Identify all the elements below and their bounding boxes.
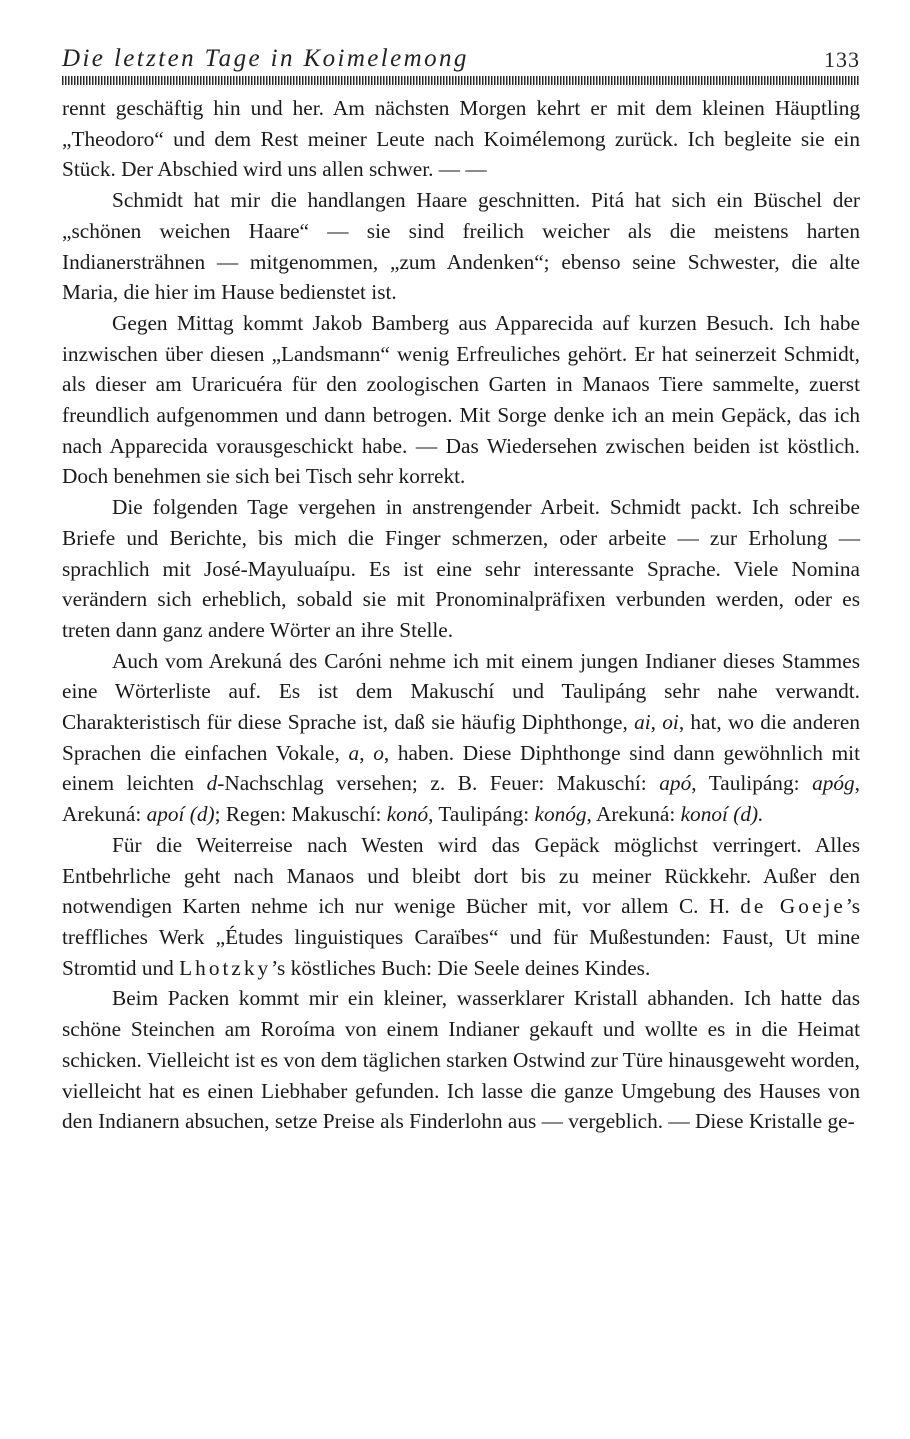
text-run: , Taulipáng: xyxy=(691,771,813,796)
text-run: , Arekuná: xyxy=(586,802,681,827)
paragraph xyxy=(62,830,860,984)
text-run: Schmidt hat mir die handlangen Haare geschnitten. Pitá hat sich ein Büschel der „schönen weichen Haare“ — sie sind freilich weicher als die meistens harten Indianersträhnen — mitgenommen, „zum Andenken“; ebenso seine Schwester, die alte Maria, die hier im Hause bedienstet ist. xyxy=(62,188,860,305)
paragraph xyxy=(62,646,860,830)
text-run: -Nachschlag versehen; z. B. Feuer: Makuschí: xyxy=(217,771,660,796)
text-run: , haben. Diese Diphthonge sind dann gewöhnlich mit einem leichten xyxy=(62,740,860,796)
italic-term: a xyxy=(348,740,360,765)
page-number: 133 xyxy=(824,47,860,72)
italic-term: d xyxy=(206,771,218,796)
italic-term: konóg xyxy=(534,802,587,827)
text-run: ’s köstliches Buch: Die Seele deines Kindes. xyxy=(271,955,651,980)
text-run: Die folgenden Tage vergehen in anstrengender Arbeit. Schmidt packt. Ich schreibe Briefe und Berichte, bis mich die Finger schmerzen, oder arbeite — zur Erholung — sprachlich mit José-Mayuluaípu. Es ist eine sehr interessante Sprache. Viele Nomina verändern sich erheblich, sobald sie mit Pronominalpräfixen verbunden werden, oder es treten dann ganz andere Wörter an ihre Stelle. xyxy=(62,495,860,642)
italic-term: oi xyxy=(662,710,679,735)
text-run: Für die Weiterreise nach Westen wird das Gepäck möglichst verringert. Alles Entbehrliche geht nach Manaos und bleibt dort bis zu meiner Rückkehr. Außer den notwendigen Karten nehme ich nur wenige Bücher mit, vor allem C. H. xyxy=(62,832,860,919)
text-run: , xyxy=(359,740,374,765)
text-run: ; Regen: Makuschí: xyxy=(214,802,387,827)
text-run: rennt geschäftig hin und her. Am nächsten Morgen kehrt er mit dem kleinen Häuptling „Theodoro“ und dem Rest meiner Leute nach Koimélemong zurück. Ich begleite sie ein Stück. Der Abschied wird uns allen schwer. — — xyxy=(62,96,860,182)
paragraph xyxy=(62,983,860,1137)
italic-term: apóg xyxy=(812,771,855,796)
header-rule xyxy=(62,76,860,85)
italic-term: o xyxy=(373,740,384,765)
italic-term: ai xyxy=(634,710,651,735)
running-title: Die letzten Tage in Koimelemong xyxy=(62,45,469,72)
running-head xyxy=(62,44,860,74)
italic-term: apó xyxy=(659,771,692,796)
text-run: , Taulipáng: xyxy=(428,802,535,827)
text-run: Gegen Mittag kommt Jakob Bamberg aus Apparecida auf kurzen Besuch. Ich habe inzwischen über diesen „Landsmann“ wenig Erfreuliches gehört. Er hat seinerzeit Schmidt, als dieser am Uraricuéra für den zoologischen Garten in Manaos Tiere sammelte, zuerst freundlich aufgenommen und dann betrogen. Mit Sorge denke ich an mein Gepäck, das ich nach Apparecida vorausgeschickt habe. — Das Wiedersehen zwischen beiden ist köstlich. Doch benehmen sie sich bei Tisch sehr korrekt. xyxy=(62,310,860,489)
paragraph xyxy=(62,185,860,308)
paragraph xyxy=(62,492,860,646)
paragraph xyxy=(62,308,860,492)
spaced-name: Lhotzky xyxy=(179,955,272,980)
body-text xyxy=(62,93,860,1137)
italic-term: konoí (d). xyxy=(680,802,764,827)
text-run: , xyxy=(650,710,663,735)
text-run: Auch vom Arekuná des Caróni nehme ich mit einem jungen Indianer dieses Stammes eine Wörterliste auf. Es ist dem Makuschí und Taulipáng sehr nahe verwandt. Charakteristisch für diese Sprache ist, daß sie häufig Diphthonge, xyxy=(62,648,860,735)
text-run: , hat, wo die anderen Sprachen die einfachen Vokale, xyxy=(62,710,860,765)
spaced-name: de Goeje xyxy=(740,894,846,919)
text-run: , Arekuná: xyxy=(62,771,860,827)
italic-term: apoí (d) xyxy=(146,802,215,827)
text-run: Beim Packen kommt mir ein kleiner, wasserklarer Kristall abhanden. Ich hatte das schöne Steinchen am Roroíma von einem Indianer gekauft und wollte es in die Heimat schicken. Vielleicht ist es von dem täglichen starken Ostwind zur Türe hinausgeweht worden, vielleicht hat es einen Liebhaber gefunden. Ich lasse die ganze Umgebung des Hauses von den Indianern absuchen, setze Preise als Finderlohn aus — vergeblich. — Diese Kristalle ge- xyxy=(62,986,860,1134)
italic-term: konó xyxy=(386,802,429,827)
paragraph xyxy=(62,93,860,185)
text-run: ’s treffliches Werk „Études linguistiques Caraïbes“ und für Mußestunden: Faust, Ut mine Stromtid und xyxy=(62,894,860,980)
